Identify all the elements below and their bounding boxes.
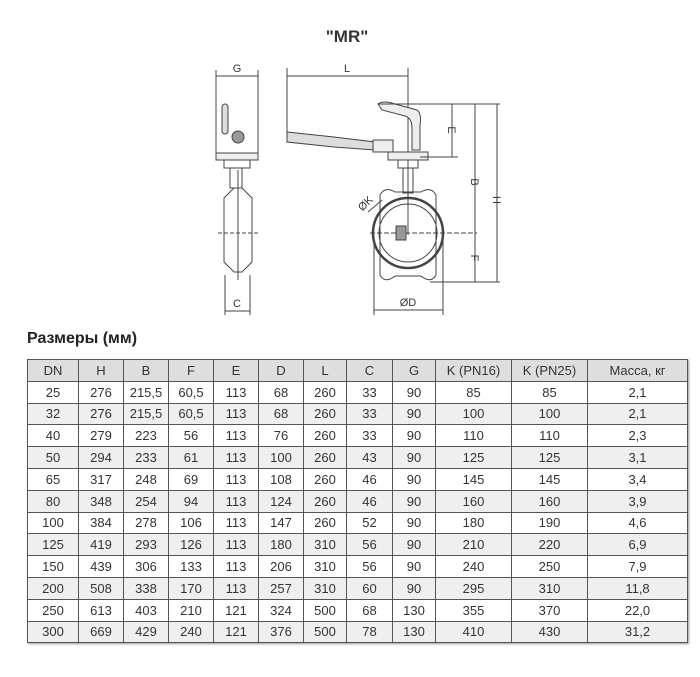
table-cell: 260 <box>304 468 347 490</box>
table-cell: 124 <box>259 490 304 512</box>
table-cell: 90 <box>393 447 436 469</box>
table-cell: 110 <box>436 425 512 447</box>
table-cell: 113 <box>214 381 259 403</box>
drawing-title-text: "MR" <box>325 27 369 46</box>
table-cell: 90 <box>393 556 436 578</box>
table-cell: 294 <box>79 447 124 469</box>
column-header: Масса, кг <box>588 360 688 382</box>
table-row <box>28 534 688 556</box>
table-cell: 355 <box>436 599 512 621</box>
table-row <box>28 599 688 621</box>
table-cell: 113 <box>214 425 259 447</box>
table-cell: 106 <box>169 512 214 534</box>
table-cell: 113 <box>214 534 259 556</box>
table-cell: 125 <box>512 447 588 469</box>
table-cell: 190 <box>512 512 588 534</box>
table-cell: 113 <box>214 556 259 578</box>
table-cell: 100 <box>259 447 304 469</box>
table-cell: 160 <box>512 490 588 512</box>
table-cell: 279 <box>79 425 124 447</box>
table-cell: 56 <box>169 425 214 447</box>
table-row <box>28 447 688 469</box>
table-row <box>28 425 688 447</box>
table-cell: 113 <box>214 512 259 534</box>
table-cell: 278 <box>124 512 169 534</box>
table-cell: 113 <box>214 403 259 425</box>
table-cell: 69 <box>169 468 214 490</box>
table-cell: 260 <box>304 490 347 512</box>
table-cell: 113 <box>214 447 259 469</box>
table-cell: 7,9 <box>588 556 688 578</box>
table-cell: 100 <box>512 403 588 425</box>
table-cell: 310 <box>304 556 347 578</box>
table-cell: 125 <box>28 534 79 556</box>
table-cell: 200 <box>28 577 79 599</box>
label-g: G <box>232 63 242 75</box>
table-cell: 439 <box>79 556 124 578</box>
table-cell: 248 <box>124 468 169 490</box>
table-cell: 613 <box>79 599 124 621</box>
column-header: E <box>214 360 259 382</box>
table-cell: 3,4 <box>588 468 688 490</box>
table-cell: 90 <box>393 577 436 599</box>
table-row <box>28 556 688 578</box>
dimensions-table <box>27 359 688 643</box>
table-header-row <box>28 360 688 382</box>
table-cell: 100 <box>28 512 79 534</box>
table-cell: 2,1 <box>588 403 688 425</box>
column-header: D <box>259 360 304 382</box>
table-cell: 31,2 <box>588 621 688 643</box>
table-cell: 90 <box>393 468 436 490</box>
table-cell: 22,0 <box>588 599 688 621</box>
table-cell: 276 <box>79 381 124 403</box>
table-cell: 150 <box>28 556 79 578</box>
label-e: E <box>445 126 457 134</box>
table-cell: 370 <box>512 599 588 621</box>
table-row <box>28 577 688 599</box>
table-row <box>28 490 688 512</box>
label-f: F <box>468 254 480 262</box>
table-cell: 254 <box>124 490 169 512</box>
label-d: ØD <box>399 297 417 309</box>
table-cell: 56 <box>347 534 393 556</box>
table-cell: 100 <box>436 403 512 425</box>
table-cell: 419 <box>79 534 124 556</box>
valve-technical-drawing <box>0 0 700 330</box>
label-b: B <box>468 178 480 186</box>
column-header: L <box>304 360 347 382</box>
table-cell: 85 <box>512 381 588 403</box>
table-cell: 90 <box>393 512 436 534</box>
table-cell: 669 <box>79 621 124 643</box>
table-cell: 257 <box>259 577 304 599</box>
table-cell: 260 <box>304 381 347 403</box>
table-cell: 90 <box>393 381 436 403</box>
table-cell: 160 <box>436 490 512 512</box>
table-cell: 133 <box>169 556 214 578</box>
table-cell: 40 <box>28 425 79 447</box>
table-cell: 147 <box>259 512 304 534</box>
table-cell: 52 <box>347 512 393 534</box>
table-cell: 94 <box>169 490 214 512</box>
table-cell: 250 <box>512 556 588 578</box>
table-cell: 145 <box>436 468 512 490</box>
table-row <box>28 381 688 403</box>
section-title: Размеры (мм) <box>27 330 138 347</box>
table-cell: 338 <box>124 577 169 599</box>
table-cell: 295 <box>436 577 512 599</box>
table-cell: 324 <box>259 599 304 621</box>
table-cell: 293 <box>124 534 169 556</box>
table-cell: 276 <box>79 403 124 425</box>
table-cell: 500 <box>304 599 347 621</box>
column-header: G <box>393 360 436 382</box>
table-cell: 113 <box>214 577 259 599</box>
table-row <box>28 403 688 425</box>
table-cell: 126 <box>169 534 214 556</box>
table-cell: 429 <box>124 621 169 643</box>
table-cell: 500 <box>304 621 347 643</box>
table-cell: 33 <box>347 425 393 447</box>
table-cell: 11,8 <box>588 577 688 599</box>
table-cell: 3,9 <box>588 490 688 512</box>
table-cell: 85 <box>436 381 512 403</box>
table-cell: 240 <box>436 556 512 578</box>
table-cell: 121 <box>214 621 259 643</box>
label-k: ØK <box>356 194 376 214</box>
table-cell: 233 <box>124 447 169 469</box>
table-row <box>28 512 688 534</box>
table-cell: 240 <box>169 621 214 643</box>
column-header: K (PN16) <box>436 360 512 382</box>
table-cell: 250 <box>28 599 79 621</box>
table-cell: 125 <box>436 447 512 469</box>
table-cell: 180 <box>436 512 512 534</box>
table-cell: 61 <box>169 447 214 469</box>
column-header: DN <box>28 360 79 382</box>
table-cell: 215,5 <box>124 381 169 403</box>
column-header: K (PN25) <box>512 360 588 382</box>
table-cell: 78 <box>347 621 393 643</box>
table-cell: 145 <box>512 468 588 490</box>
table-cell: 121 <box>214 599 259 621</box>
table-cell: 260 <box>304 425 347 447</box>
table-cell: 130 <box>393 599 436 621</box>
table-cell: 306 <box>124 556 169 578</box>
table-cell: 170 <box>169 577 214 599</box>
column-header: C <box>347 360 393 382</box>
table-cell: 6,9 <box>588 534 688 556</box>
table-cell: 384 <box>79 512 124 534</box>
table-cell: 410 <box>436 621 512 643</box>
table-cell: 223 <box>124 425 169 447</box>
table-cell: 68 <box>347 599 393 621</box>
table-cell: 108 <box>259 468 304 490</box>
table-cell: 260 <box>304 403 347 425</box>
table-cell: 32 <box>28 403 79 425</box>
table-cell: 310 <box>304 577 347 599</box>
table-cell: 220 <box>512 534 588 556</box>
table-cell: 508 <box>79 577 124 599</box>
table-cell: 113 <box>214 468 259 490</box>
table-cell: 430 <box>512 621 588 643</box>
table-cell: 43 <box>347 447 393 469</box>
column-header: B <box>124 360 169 382</box>
table-cell: 50 <box>28 447 79 469</box>
table-cell: 2,1 <box>588 381 688 403</box>
label-l: L <box>343 63 351 75</box>
table-cell: 56 <box>347 556 393 578</box>
table-cell: 33 <box>347 403 393 425</box>
table-cell: 180 <box>259 534 304 556</box>
table-cell: 210 <box>169 599 214 621</box>
table-cell: 317 <box>79 468 124 490</box>
table-cell: 260 <box>304 447 347 469</box>
table-cell: 90 <box>393 534 436 556</box>
table-cell: 60,5 <box>169 381 214 403</box>
table-cell: 348 <box>79 490 124 512</box>
table-cell: 46 <box>347 468 393 490</box>
table-cell: 130 <box>393 621 436 643</box>
table-cell: 260 <box>304 512 347 534</box>
front-view <box>287 68 500 315</box>
table-cell: 206 <box>259 556 304 578</box>
table-cell: 65 <box>28 468 79 490</box>
table-cell: 33 <box>347 381 393 403</box>
table-cell: 113 <box>214 490 259 512</box>
table-cell: 403 <box>124 599 169 621</box>
table-row <box>28 621 688 643</box>
table-cell: 300 <box>28 621 79 643</box>
table-cell: 90 <box>393 490 436 512</box>
table-cell: 80 <box>28 490 79 512</box>
table-cell: 210 <box>436 534 512 556</box>
table-cell: 90 <box>393 403 436 425</box>
label-c: C <box>233 298 241 310</box>
table-cell: 60,5 <box>169 403 214 425</box>
column-header: H <box>79 360 124 382</box>
table-cell: 3,1 <box>588 447 688 469</box>
side-view <box>216 70 258 315</box>
table-cell: 68 <box>259 381 304 403</box>
column-header: F <box>169 360 214 382</box>
table-cell: 46 <box>347 490 393 512</box>
table-cell: 60 <box>347 577 393 599</box>
table-cell: 25 <box>28 381 79 403</box>
table-cell: 215,5 <box>124 403 169 425</box>
table-cell: 68 <box>259 403 304 425</box>
table-cell: 110 <box>512 425 588 447</box>
table-cell: 2,3 <box>588 425 688 447</box>
table-cell: 90 <box>393 425 436 447</box>
table-row <box>28 468 688 490</box>
table-cell: 76 <box>259 425 304 447</box>
table-cell: 376 <box>259 621 304 643</box>
table-cell: 4,6 <box>588 512 688 534</box>
label-h: H <box>490 196 502 204</box>
table-cell: 310 <box>304 534 347 556</box>
table-cell: 310 <box>512 577 588 599</box>
